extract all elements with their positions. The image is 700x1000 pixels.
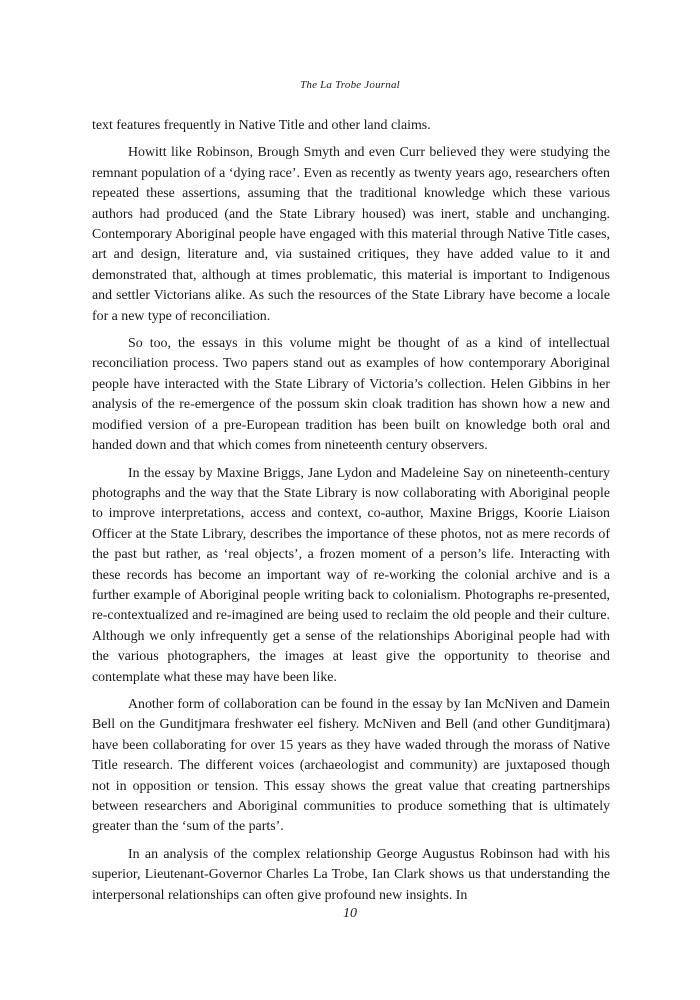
- paragraph: Another form of collaboration can be found in the essay by Ian McNiven and Damein Bell on the Gunditjmara freshwater eel fishery. McNiven and Bell (and other Gunditjmara) have been collaborating for over 15 years as they have waded through the morass of Native Title research. The different voices (archaeologist and community) are juxtaposed though not in opposition or tension. This essay shows the great value that creating partnerships between researchers and Aboriginal communities to produce something that is ultimately greater than the ‘sum of the parts’.: [92, 696, 610, 835]
- paragraph: In an analysis of the complex relationship George Augustus Robinson had with his superior, Lieutenant-Governor Charles La Trobe, Ian Clark shows us that understanding the interpersonal relationships can often give profound new insights. In: [92, 846, 610, 903]
- paragraph: Howitt like Robinson, Brough Smyth and even Curr believed they were studying the remnant population of a ‘dying race’. Even as recently as twenty years ago, researchers often repeated these assertions, assuming that the traditional knowledge which these various authors had produced (and the State Library housed) was inert, stable and unchanging. Contemporary Aboriginal people have engaged with this material through Native Title cases, art and design, literature and, via sustained critiques, they have added value to it and demonstrated that, although at times problematic, this material is important to Indigenous and settler Victorians alike. As such the resources of the State Library have become a locale for a new type of reconciliation.: [92, 145, 610, 324]
- running-head-title: The La Trobe Journal: [300, 79, 400, 91]
- paragraph: In the essay by Maxine Briggs, Jane Lydon and Madeleine Say on nineteenth-century photographs and the way that the State Library is now collaborating with Aboriginal people to improve interpretations, access and context, co-author, Maxine Briggs, Koorie Liaison Officer at the State Library, describes the importance of these photos, not as mere records of the past but rather, as ‘real objects’, a frozen moment of a person’s life. Interacting with these records has become an important way of re-working the colonial archive and is a further example of Aboriginal people writing back to colonialism. Photographs re-presented, re-contextualized and re-imagined are being used to reclaim the old people and their culture. Although we only infrequently get a sense of the relationships Aboriginal people had with the various photographers, the images at least give the opportunity to theorise and contemplate what these may have been like.: [92, 465, 610, 685]
- body-text: [92, 116, 610, 913]
- page-number: 10: [343, 906, 357, 921]
- paragraph: So too, the essays in this volume might be thought of as a kind of intellectual reconciliation process. Two papers stand out as examples of how contemporary Aboriginal people have interacted with the State Library of Victoria’s collection. Helen Gibbins in her analysis of the re-emergence of the possum skin cloak tradition has shown how a new and modified version of a pre-European tradition has been built on knowledge both oral and handed down and that which comes from nineteenth century observers.: [92, 336, 610, 454]
- paragraph-continuation: text features frequently in Native Title and other land claims.: [92, 118, 431, 133]
